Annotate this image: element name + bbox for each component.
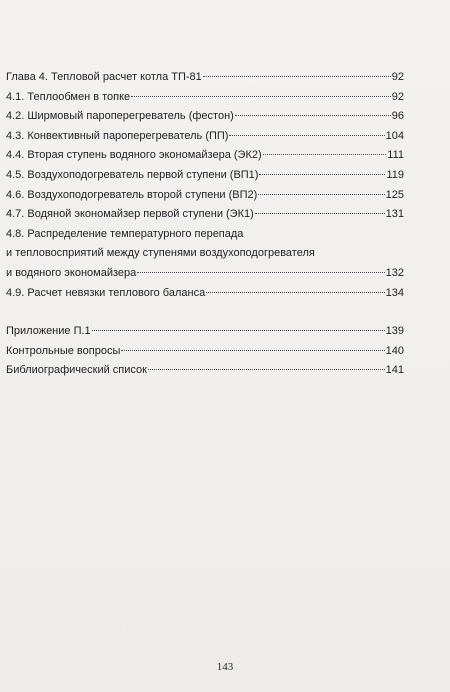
toc-entry-title: 4.2. Ширмовый пароперегреватель (фестон): [6, 110, 234, 123]
toc-entry-title: 4.4. Вторая ступень водяного экономайзера (ЭК2): [6, 149, 262, 162]
dot-leader: [121, 350, 384, 351]
toc-entry-page: 92: [391, 71, 404, 83]
dot-leader: [148, 369, 385, 370]
toc-entry-page: 96: [391, 110, 404, 123]
toc-entry-page: 131: [385, 208, 404, 221]
toc-entry-page: 125: [385, 188, 404, 201]
toc-entry-4-1: [6, 88, 404, 108]
dot-leader: [259, 174, 385, 175]
toc-entry-title: Библиографический список: [6, 364, 147, 377]
toc-entry-title: Контрольные вопросы: [6, 344, 121, 357]
toc-entry-4-7: [6, 205, 404, 225]
toc-entry-title: 4.7. Водяной экономайзер первой ступени (ЭК1): [6, 208, 254, 221]
dot-leader: [229, 135, 384, 136]
toc-entry-page: 139: [385, 325, 404, 338]
dot-leader: [206, 292, 384, 293]
toc-entry-4-8-line-1: 4.8. Распределение температурного перепада: [6, 227, 244, 240]
toc-entry-title: 4.6. Воздухоподогреватель второй ступени (ВП2): [6, 188, 258, 201]
page-number: 143: [216, 661, 234, 673]
dot-leader: [92, 330, 385, 331]
toc-entry-questions: [6, 342, 404, 362]
toc-entry-title: 4.1. Теплообмен в топке: [6, 90, 131, 103]
toc-entry-title: Приложение П.1: [6, 325, 91, 338]
toc-entry-4-9: [6, 284, 404, 304]
table-of-contents: [6, 68, 404, 381]
toc-entry-title: Глава 4. Тепловой расчет котла ТП-81: [6, 71, 202, 83]
dot-leader: [255, 213, 385, 214]
toc-entry-title: 4.9. Расчет невязки теплового баланса: [6, 286, 206, 299]
toc-entry-page: 119: [386, 168, 404, 181]
toc-entry-page: 111: [387, 149, 404, 162]
toc-entry-4-3: [6, 127, 404, 147]
dot-leader: [263, 154, 387, 155]
toc-entry-4-5: [6, 166, 404, 186]
dot-leader: [258, 194, 384, 195]
dot-leader: [131, 96, 391, 97]
toc-entry-page: 132: [385, 266, 404, 279]
toc-entry-page: 134: [385, 286, 404, 299]
toc-entry-page: 141: [385, 364, 404, 377]
toc-entry-4-4: [6, 146, 404, 166]
toc-entry-title: и водяного экономайзера: [6, 266, 137, 279]
toc-entry-4-8: [6, 264, 404, 284]
toc-entry-page: 104: [385, 129, 404, 142]
toc-entry-4-8-line-2: и тепловосприятий между ступенями воздухоподогревателя: [6, 247, 315, 260]
toc-entry-4-6: [6, 186, 404, 206]
toc-entry-title: 4.3. Конвективный пароперегреватель (ПП): [6, 129, 229, 142]
dot-leader: [235, 115, 391, 116]
toc-entry-4-2: [6, 107, 404, 127]
dot-leader: [137, 272, 384, 273]
section-spacer: [6, 303, 404, 322]
toc-entry-bibliography: [6, 361, 404, 381]
toc-entry-page: 140: [385, 344, 404, 357]
dot-leader: [203, 76, 391, 77]
toc-entry-page: 92: [391, 90, 404, 103]
toc-entry-title: 4.5. Воздухоподогреватель первой ступени (ВП1): [6, 168, 259, 181]
toc-entry-chapter-4: [6, 68, 404, 88]
toc-entry-appendix: [6, 322, 404, 342]
